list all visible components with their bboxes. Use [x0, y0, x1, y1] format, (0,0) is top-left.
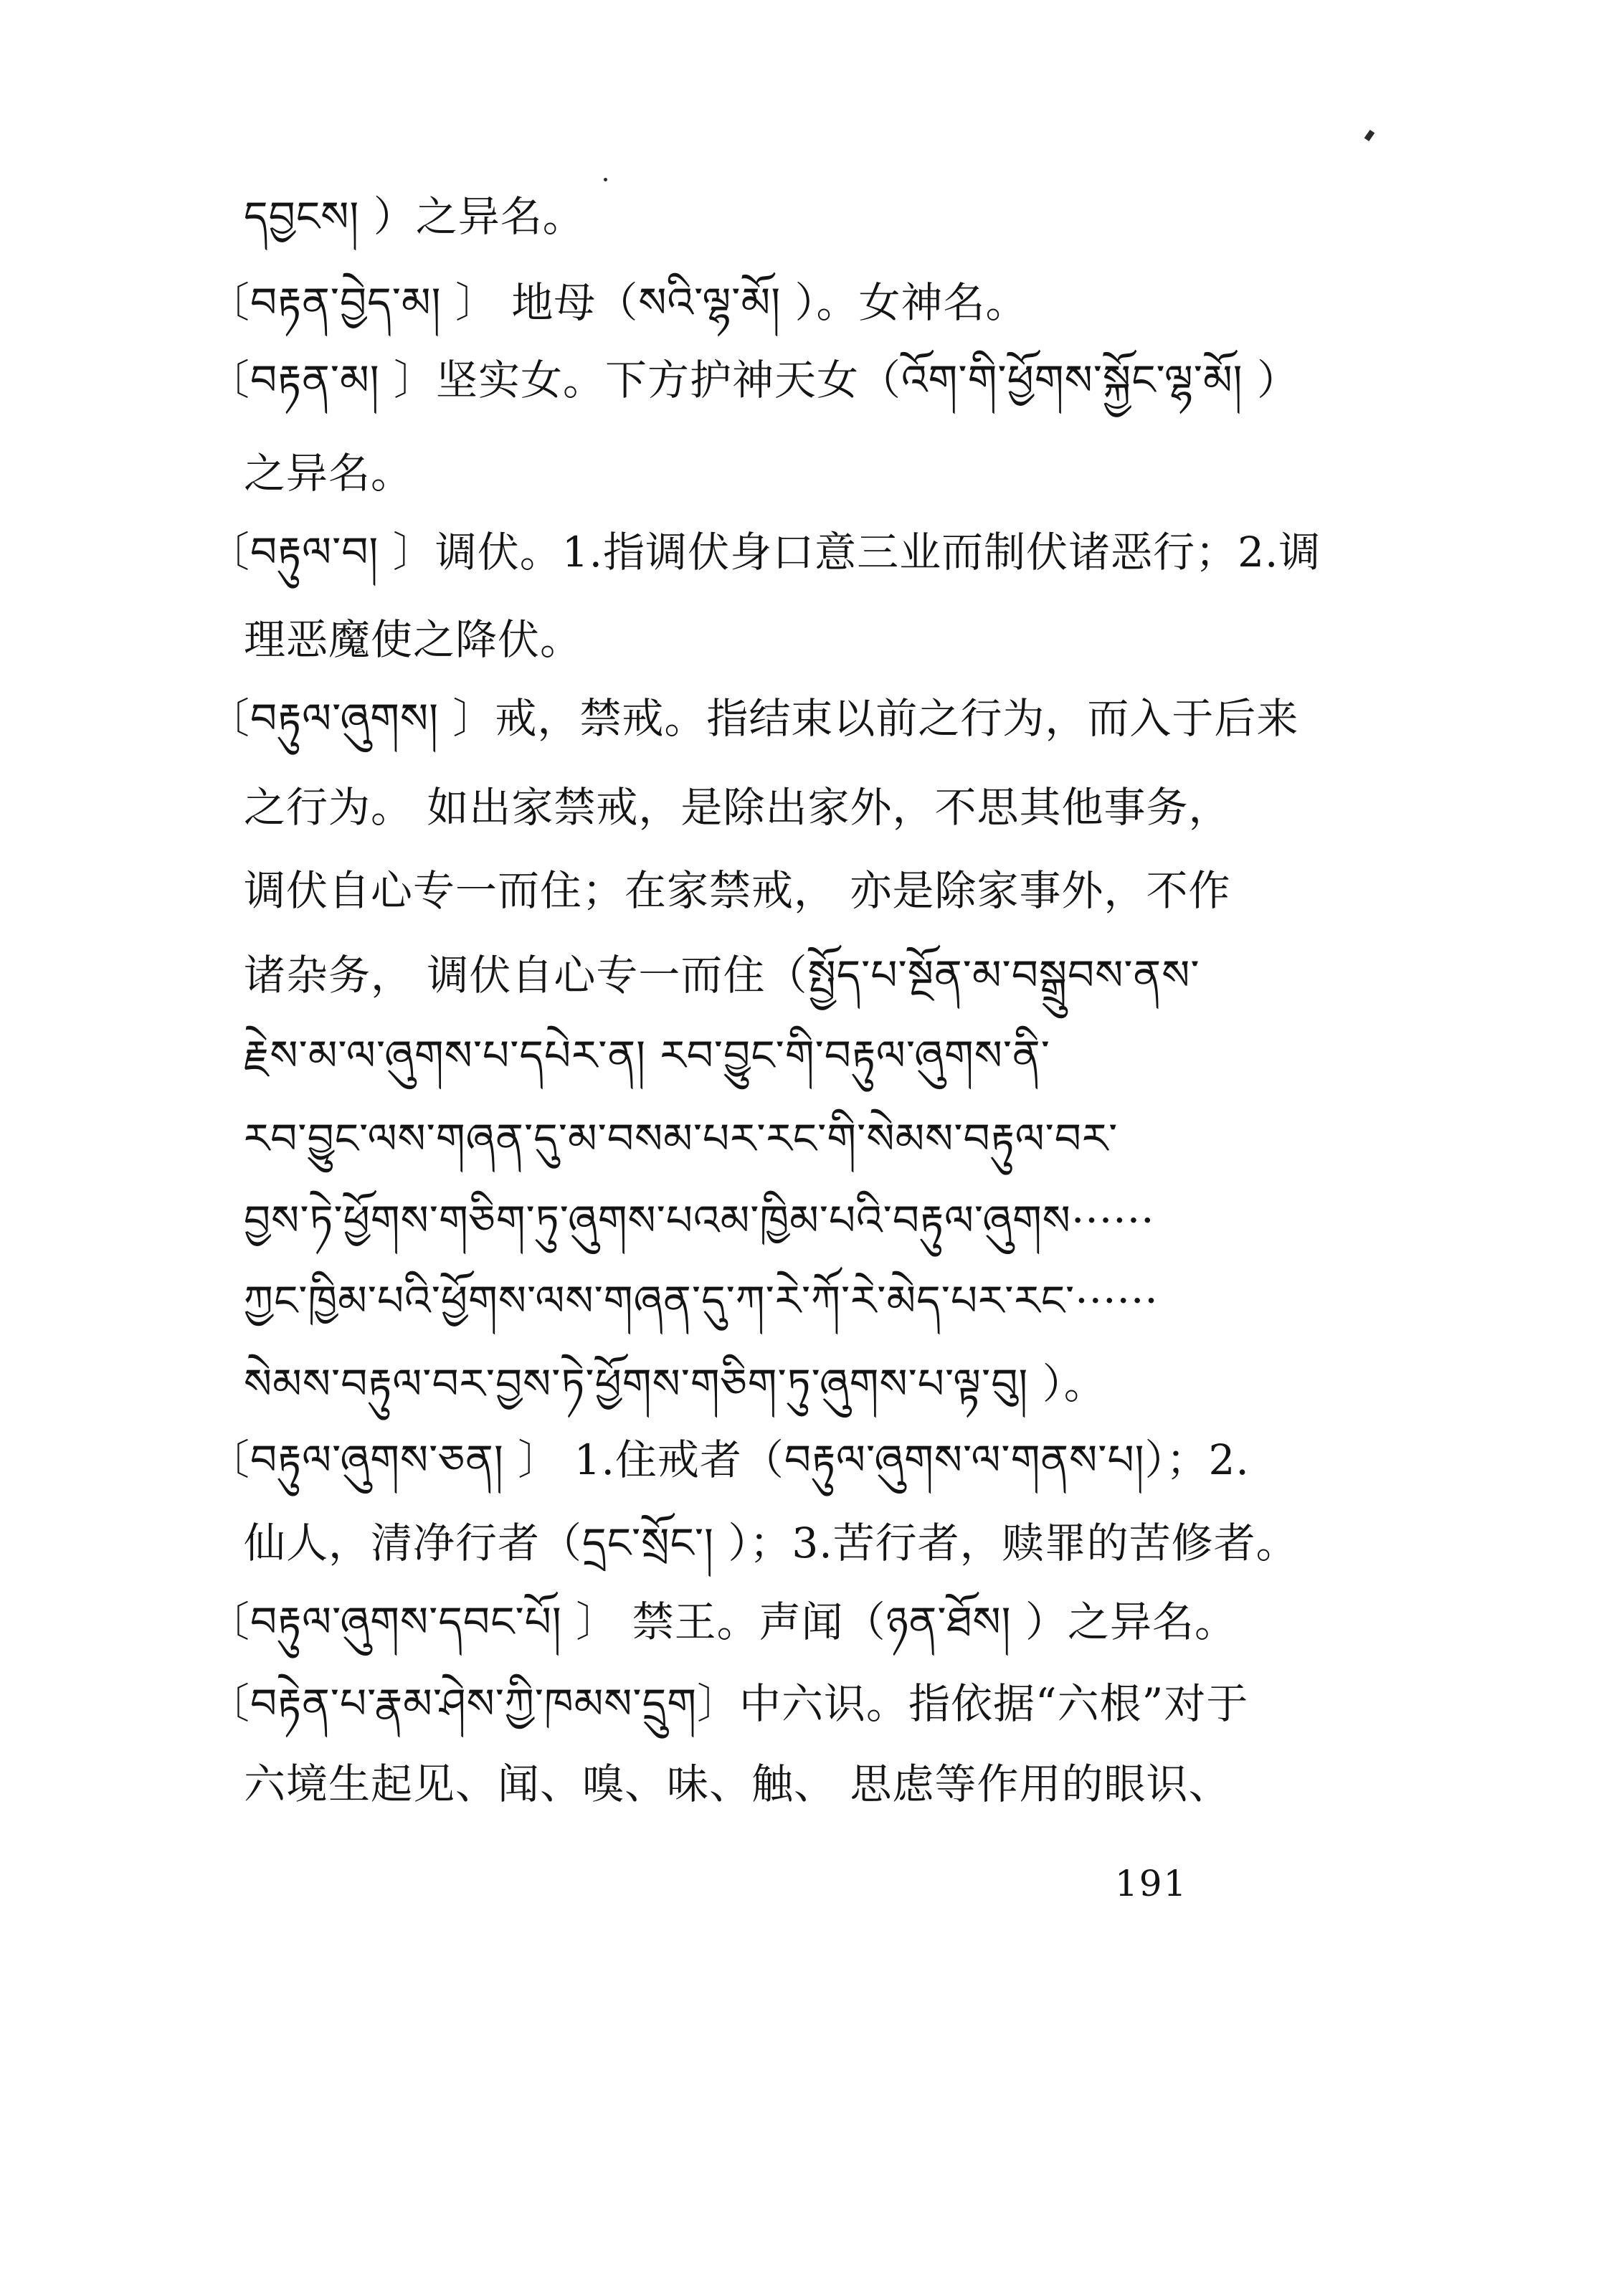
text-line: 仙人，清净行者（དྲང་སྲོང་། ）；3.苦行者，赎罪的苦修者。	[244, 1519, 1298, 1567]
entry-headline: 〔བརྟུལ་ཞུགས་ཅན། 〕 1.住戒者（བརྟུལ་ཞུགས་ལ་གནས་པ།）；2.	[208, 1435, 1250, 1484]
entry-headline: 〔བརྟུལ་ཞུགས། 〕戒，禁戒。指结束以前之行为，而入于后来	[208, 694, 1299, 743]
page-number: 191	[1115, 1863, 1188, 1904]
tibetan-line: སེམས་བརྟུལ་བར་བྱས་ཏེ་ཕྱོགས་གཅིག་ཏུ་ཞུགས་པ་ལྟ་བུ། ）。	[244, 1359, 1106, 1408]
scan-speck	[1364, 130, 1375, 141]
scan-speck	[604, 178, 607, 181]
entry-headline: 〔བརྟུལ་བ། 〕调伏。1.指调伏身口意三业而制伏诸恶行；2.调	[208, 528, 1321, 576]
tibetan-line: རབ་བྱུང་ལས་གཞན་དུ་མ་བསམ་པར་རང་གི་སེམས་བརྟུལ་བར་	[244, 1114, 1119, 1163]
entry-headline: 〔བརྟུལ་ཞུགས་དབང་པོ། 〕 禁王。声闻（ཉན་ཐོས། ）之异名。	[208, 1597, 1237, 1646]
text-line: 六境生起见、闻、嗅、味、触、 思虑等作用的眼识、	[244, 1760, 1231, 1808]
text-line: 诸杂务， 调伏自心专一而住（སྤྱོད་པ་སྔོན་མ་བསྒྲུབས་ནས་	[244, 951, 1200, 1000]
tibetan-line: བྱས་ཏེ་ཕྱོགས་གཅིག་ཏུ་ཞུགས་པའམ་ཁྱིམ་པའི་བརྟུལ་ཞུགས······	[244, 1196, 1155, 1245]
text-line: 之行为。 如出家禁戒，是除出家外，不思其他事务，	[244, 783, 1231, 832]
text-line: དབྱངས། ）之异名。	[244, 192, 585, 241]
text-line: 调伏自心专一而住；在家禁戒， 亦是除家事外，不作	[244, 866, 1231, 915]
entry-headline: 〔བརྟན་མ། 〕坚实女。下方护神天女（འོག་གི་ཕྱོགས་སྐྱོང་ལྷ་མོ། ）	[208, 356, 1299, 404]
entry-headline: 〔བརྟན་བྱེད་མ། 〕 地母（སའི་ལྷ་མོ། ）。女神名。	[208, 278, 1028, 327]
text-line: 理恶魔使之降伏。	[244, 615, 583, 664]
text-line: 之异名。	[244, 449, 414, 498]
entry-headline: 〔བརྟེན་པ་རྣམ་ཤེས་ཀྱི་ཁམས་དྲུག〕中六识。指依据“六根”对于	[208, 1679, 1249, 1728]
tibetan-line: ཀྱང་ཁྱིམ་པའི་ཕྱོགས་ལས་གཞན་དུ་ཀ་རེ་ཀོ་རེ་མེད་པར་རང་······	[244, 1276, 1159, 1325]
tibetan-line: རྗེས་མ་ལ་ཞུགས་པ་དཔེར་ན། རབ་བྱུང་གི་བརྟུལ་ཞུགས་ནི་	[244, 1031, 1050, 1080]
